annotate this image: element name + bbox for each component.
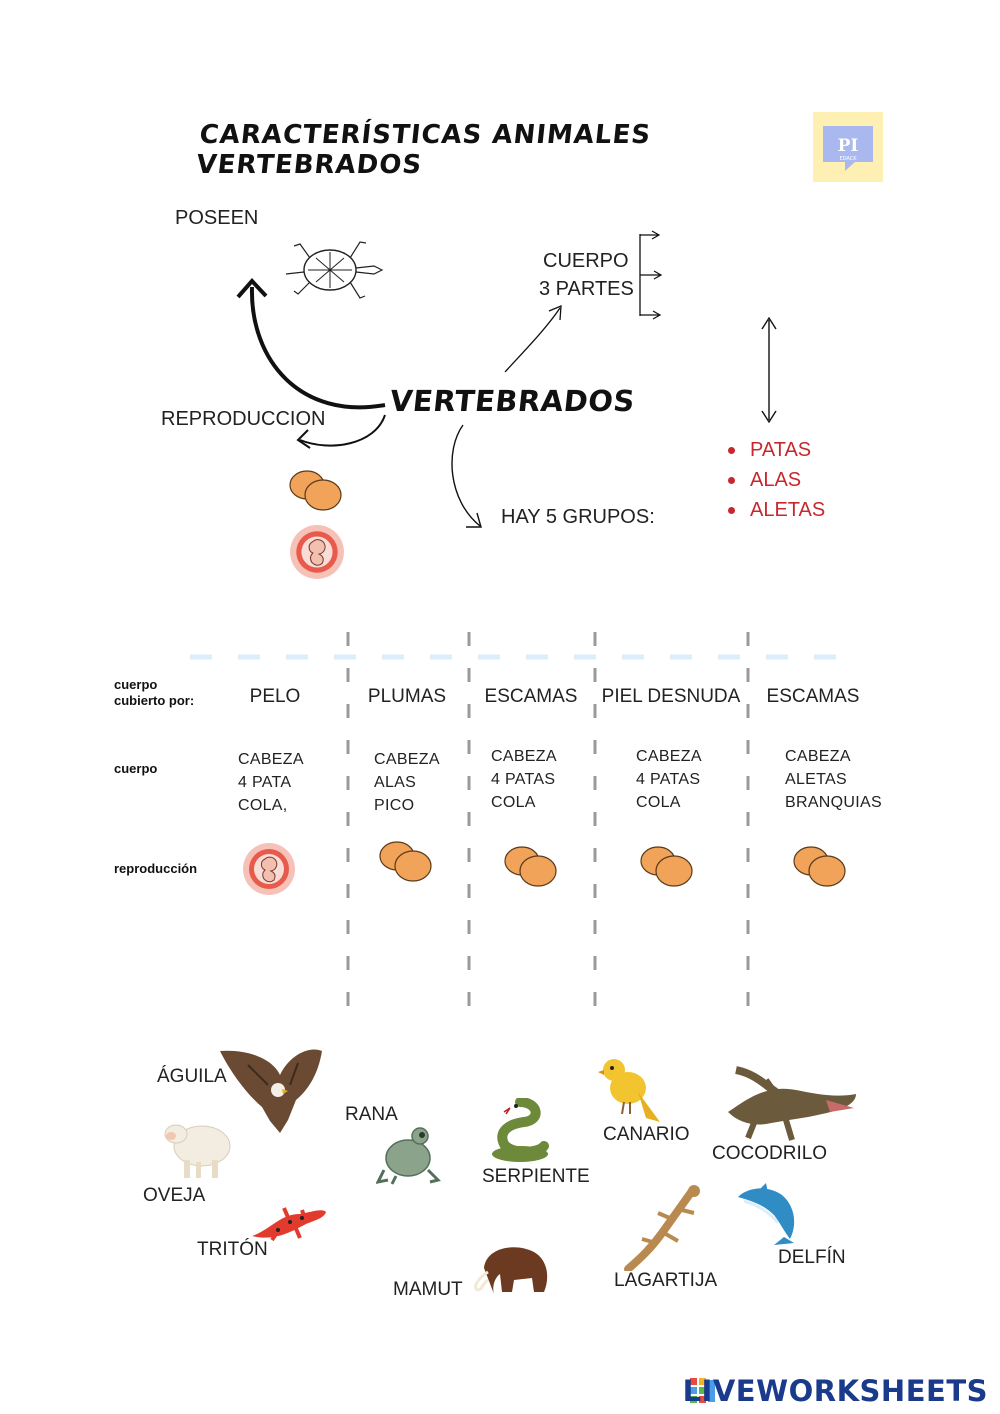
list-item: ALAS [724,465,825,495]
col-header-pelo: PELO [249,686,301,707]
parts-list-escamas-peces: CABEZA ALETAS BRANQUIAS [785,748,882,811]
parts-list-plumas: CABEZA ALAS PICO [374,751,440,814]
animal-label-canario: CANARIO [603,1124,690,1145]
embryo-icon [289,524,345,580]
animal-label-triton: TRITÓN [197,1239,268,1260]
eggs-icon [502,843,562,891]
animal-label-oveja: OVEJA [143,1185,206,1206]
animal-label-lagartija: LAGARTIJA [614,1270,718,1291]
animal-label-serpiente: SERPIENTE [482,1166,590,1187]
row-label-cuerpo: cuerpo [114,761,158,776]
snake-icon [488,1098,552,1164]
animal-label-mamut: MAMUT [393,1279,463,1300]
animal-label-aguila: ÁGUILA [157,1066,227,1087]
eggs-icon [377,838,437,886]
cuerpo-label: CUERPO [543,250,629,272]
mindmap-arrows [0,0,1000,620]
col-header-plumas: PLUMAS [367,686,447,707]
vertebrados-center: VERTEBRADOS [388,384,637,418]
pi-logo-subtext: EDACK [839,156,857,162]
extremidades-list [724,435,825,525]
eggs-icon [638,843,698,891]
list-item: ALETAS [724,495,825,525]
pi-logo-text: PI [837,136,859,156]
parts-list-escamas: CABEZA 4 PATAS COLA [491,748,557,811]
eagle-icon [218,1045,328,1135]
cuerpo-partes-label: 3 PARTES [539,278,634,300]
row-label-reproduccion: reproducción [114,861,198,876]
animal-label-delfin: DELFÍN [778,1247,846,1268]
liveworksheets-brand: LIVEWORKSHEETS [682,1374,988,1408]
lizard-icon [622,1185,706,1271]
parts-list-piel-desnuda: CABEZA 4 PATAS COLA [636,748,702,811]
embryo-icon [242,842,296,896]
reproduccion-label: REPRODUCCION [161,408,326,430]
row-label-cubierto: cuerpo cubierto por: [114,677,195,708]
col-header-piel-desnuda: PIEL DESNUDA [601,686,741,707]
animal-label-cocodrilo: COCODRILO [712,1143,828,1164]
eggs-icon [287,467,347,515]
page-title: CARACTERÍSTICAS ANIMALES VERTEBRADOS [194,120,653,180]
frog-icon [376,1120,442,1186]
col-header-escamas: ESCAMAS [484,686,578,707]
turtle-skeleton-icon [280,232,388,306]
grupos-label: HAY 5 GRUPOS: [501,506,655,528]
bullet-icon [728,447,735,454]
parts-list-pelo: CABEZA 4 PATA COLA, [238,751,304,814]
sheep-icon [160,1112,234,1180]
animal-label-rana: RANA [345,1104,398,1125]
bullet-icon [728,507,735,514]
dolphin-icon [734,1183,804,1247]
eggs-icon [791,843,851,891]
mammoth-icon [464,1238,550,1294]
col-header-escamas-peces: ESCAMAS [766,686,860,707]
bullet-icon [728,477,735,484]
list-item: PATAS [724,435,825,465]
poseen-label: POSEEN [175,207,259,229]
canary-icon [598,1052,664,1124]
crocodile-icon [726,1064,858,1144]
